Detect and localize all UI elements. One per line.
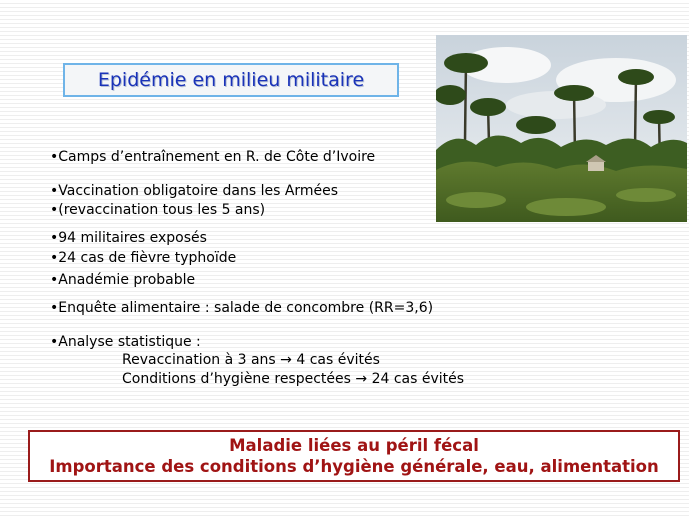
analysis-right: 4 cas évités — [296, 352, 380, 368]
jungle-camp-photo — [436, 35, 687, 222]
bullet-anademie: •Anadémie probable — [50, 272, 196, 288]
right-arrow-icon: → — [280, 352, 292, 368]
bullet-militaires-exposes: •94 militaires exposés — [50, 230, 207, 246]
bullet-enquete-alimentaire: •Enquête alimentaire : salade de concombre (RR=3,6) — [50, 300, 434, 316]
slide-title-box — [63, 63, 399, 97]
bullet-camps: •Camps d’entraînement en R. de Côte d’Ivoire — [50, 149, 376, 165]
bullet-revaccination: •(revaccination tous les 5 ans) — [50, 202, 266, 218]
jungle-camp-image — [436, 35, 687, 222]
analysis-row-hygiene — [122, 370, 464, 388]
analysis-row-revaccination — [122, 351, 380, 369]
bullet-analyse-statistique: •Analyse statistique : — [50, 334, 201, 350]
analysis-left: Conditions d’hygiène respectées — [122, 371, 351, 387]
analysis-right: 24 cas évités — [371, 371, 465, 387]
slide-title: Epidémie en milieu militaire — [97, 69, 365, 91]
conclusion-line-2: Importance des conditions d’hygiène générale, eau, alimentation — [49, 457, 659, 476]
conclusion-line-1: Maladie liées au péril fécal — [229, 436, 479, 455]
bullet-vaccination: •Vaccination obligatoire dans les Armées — [50, 183, 339, 199]
right-arrow-icon: → — [355, 371, 368, 387]
conclusion-box — [28, 430, 680, 482]
bullet-cas-fievre: •24 cas de fièvre typhoïde — [50, 250, 237, 266]
analysis-left: Revaccination à 3 ans — [122, 352, 276, 368]
